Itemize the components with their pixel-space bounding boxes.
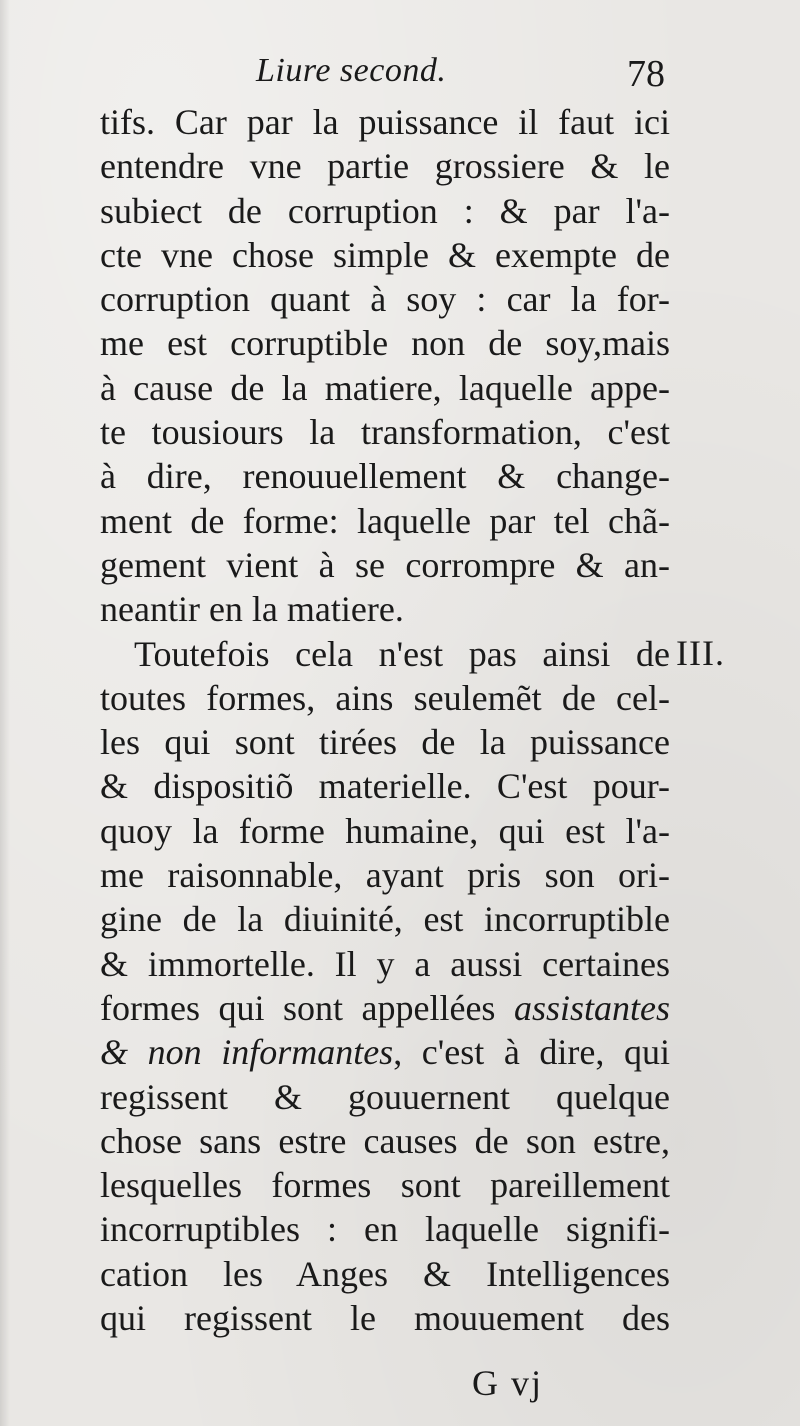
- paragraph-start-line: Toutefois cela n'est pas ainsi de: [134, 633, 670, 674]
- text-line: cation les Anges & Intelligences: [100, 1253, 670, 1294]
- text-line: incorruptibles : en laquelle signifi-: [100, 1209, 670, 1250]
- italic-term: assistantes: [513, 987, 670, 1028]
- text-line: lesquelles formes sont pareillement: [100, 1165, 670, 1206]
- running-title: Liure second.: [256, 52, 447, 89]
- page-header: [100, 52, 665, 100]
- text-line: subiect de corruption : & par l'a-: [100, 190, 670, 231]
- text-line: tifs. Car par la puissance il faut ici: [100, 102, 670, 142]
- text-segment: , c'est à dire, qui: [393, 1032, 670, 1073]
- text-line: me est corruptible non de soy,mais: [100, 323, 670, 364]
- body-text: [100, 100, 670, 1340]
- text-line-with-italic: [100, 1030, 670, 1074]
- text-line: à dire, renouuellement & change-: [100, 456, 670, 497]
- text-segment: formes qui sont appellées: [100, 987, 496, 1028]
- text-line: te tousiours la transformation, c'est: [100, 412, 670, 453]
- text-line: les qui sont tirées de la puissance: [100, 722, 670, 763]
- margin-section-number: III.: [676, 633, 725, 673]
- signature-mark: G vj: [472, 1363, 543, 1403]
- page-edge-shadow: [0, 0, 10, 1426]
- text-line: à cause de la matiere, laquelle appe-: [100, 367, 670, 408]
- text-line: corruption quant à soy : car la for-: [100, 279, 670, 320]
- page-number: 78: [627, 53, 665, 95]
- text-line: entendre vne partie grossiere & le: [100, 146, 670, 187]
- text-line: & immortelle. Il y a aussi certaines: [100, 943, 670, 984]
- text-line: qui regissent le mouuement des: [100, 1298, 670, 1339]
- text-line: cte vne chose simple & exempte de: [100, 234, 670, 275]
- text-line: me raisonnable, ayant pris son ori-: [100, 855, 670, 896]
- text-line: chose sans estre causes de son estre,: [100, 1120, 670, 1161]
- text-line: toutes formes, ains seulemẽt de cel-: [100, 677, 670, 718]
- text-line: gement vient à se corrompre & an-: [100, 544, 670, 585]
- text-line: & dispositiõ materielle. C'est pour-: [100, 766, 670, 807]
- text-line: neantir en la matiere.: [100, 589, 404, 630]
- text-line: gine de la diuinité, est incorruptible: [100, 899, 670, 940]
- text-line-with-italic: [100, 986, 670, 1030]
- italic-term: & non informantes: [100, 1032, 394, 1073]
- text-line: quoy la forme humaine, qui est l'a-: [100, 810, 670, 851]
- text-line: regissent & gouuernent quelque: [100, 1076, 670, 1117]
- text-line: ment de forme: laquelle par tel chã-: [100, 500, 670, 541]
